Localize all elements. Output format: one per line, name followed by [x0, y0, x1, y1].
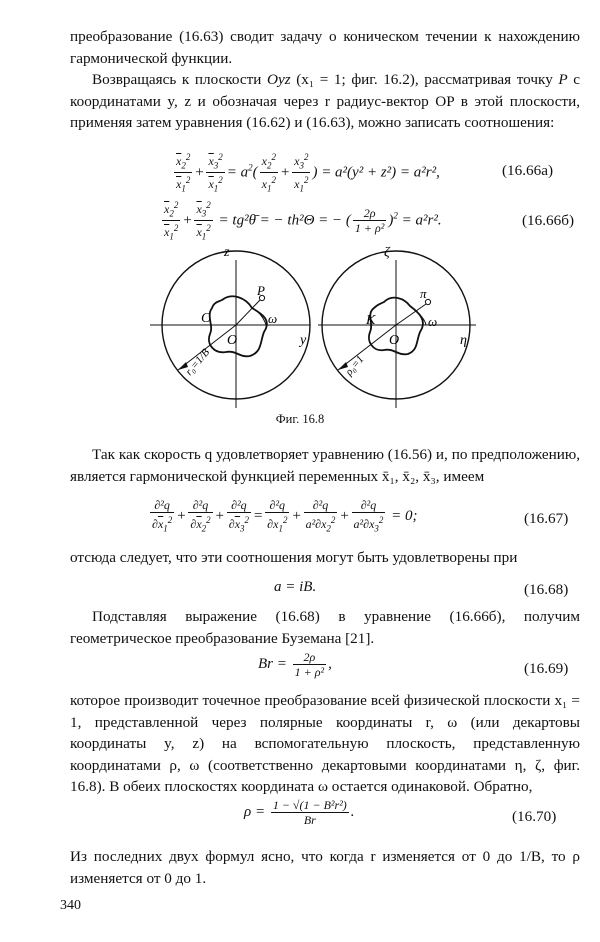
frac-denominator: 1 + ρ² [294, 665, 325, 679]
left-axis-z: z [224, 245, 230, 260]
right-diagram [318, 245, 476, 408]
left-origin-label: O [227, 333, 238, 348]
equation-16-67: $\frac{\text{∂²q}}{\partial\overline{x}_1^2}$ + $\frac{\text{∂²q}}{\partial\overline{x}_2^2}$ + $\frac{\text{∂²q}}{\partial\overline{x}_3^2}$ = $\frac{\text{∂²q}}{\partial x_1^2}$ + $\frac{\text{∂²q}}{a^2\partial x_2^2}$ + $\frac{\text{∂²q}}{a^2\partial x_3^2}$ = 0; (16.67) [152, 498, 569, 534]
frac-numerator: 2ρ [353, 206, 386, 221]
equation-number: (16.67) [524, 510, 569, 527]
equation-number: (16.68) [524, 581, 569, 598]
equation-number: (16.66а) [502, 162, 554, 179]
equation-number: (16.69) [524, 660, 569, 677]
left-radius-label: r₀=1/B [183, 346, 213, 378]
figure-caption: Фиг. 16.8 [275, 412, 325, 426]
figure-16-8 [0, 240, 600, 412]
equation-16-66b: $\frac{\overline{x}_2^2}{\overline{x}_1^2}$ + $\frac{\overline{x}_3^2}{\overline{x}_1^2}$ = tg²θ̄ = − th²Θ = − ( $\frac{2\rho}{\text{1 + ρ²}}$ )$^2$ = a²r². (16.66б) [164, 200, 575, 242]
right-point-label: π [420, 286, 427, 301]
paragraph-2: Возвращаясь к плоскости Oyz (x₁ = 1; фиг. 16.2), рассматривая точку P с координатами y, z и обозначая через r радиус-вектор OP в этой плоскости, применяя затем уравнения (16.62) и (16.63), можно записать соотношения: [70, 71, 581, 131]
frac-denominator: 1 + ρ² [354, 221, 385, 236]
equation-16-70-lhs: ρ = [244, 803, 266, 820]
paragraph-6: которое производит точечное преобразование всей физической плоскости x₁ = 1, представленной через полярные координаты r, ω (или декартовы координаты y, z) на вспомогательную плоскость, представленную координатами ρ, ω (соответственно декартовыми координатами η, ζ, фиг. 16.8). В обеих плоскостях координата ω остается одинаковой. Обратно, [70, 692, 580, 795]
right-origin-label: O [389, 333, 400, 348]
equation-16-67-tail: = 0; [391, 508, 418, 525]
right-axis-zeta: ζ [384, 245, 390, 260]
equation-16-66b-middle: = tg²θ̄ = − th²Θ = − [218, 212, 343, 229]
left-point-label: P [257, 283, 265, 298]
paragraph-3: Так как скорость q удовлетворяет уравнению (16.56) и, по предположению, является гармонической функцией переменных x̄₁, x̄₂, x̄₃, имеем [70, 446, 580, 485]
equation-16-66b-rhs: = a²r². [401, 212, 442, 229]
right-curve-label: K [366, 313, 376, 328]
right-angle-label: ω [428, 314, 438, 329]
frac-numerator: 2ρ [293, 650, 326, 665]
equation-16-69-lhs: Br = [258, 655, 287, 672]
left-curve-label: C [201, 311, 211, 326]
equation-16-66a: $\frac{\overline{x}_2^2}{\overline{x}_1^2}$ + $\frac{\overline{x}_3^2}{\overline{x}_1^2}$ = $a^2$( $\frac{x_2^2}{x_1^2}$ + $\frac{x_3^2}{x_1^2}$ ) = a²(y² + z²) = a²r², (16.66а) [176, 152, 554, 194]
equation-16-66a-rhs: = a²(y² + z²) = a²r², [321, 164, 440, 181]
right-axis-eta: η [460, 333, 467, 348]
paragraph-7: Из последних двух формул ясно, что когда r изменяется от 0 до 1/B, то ρ изменяется от 0 до 1. [70, 848, 580, 887]
equation-number: (16.70) [512, 808, 557, 825]
frac-denominator: Br [303, 813, 316, 827]
right-radius-label: ρ₀=1 [343, 353, 367, 378]
left-angle-label: ω [268, 311, 278, 326]
paragraph-1: преобразование (16.63) сводит задачу о коническом течении к нахождению гармонической функции. [70, 28, 580, 67]
equation-number: (16.66б) [522, 212, 575, 229]
left-diagram [150, 245, 310, 408]
equation-16-69: Br = $\frac{2\rho}{\text{1 + ρ²}}$ , (16.69) [258, 650, 569, 679]
frac-numerator: 1 − √(1 − B²r²) [272, 798, 347, 812]
page-number: 340 [60, 898, 81, 913]
equation-16-70: ρ = $\frac{\text{1 − √(1 − B²r²)}}{Br}$ . (16.70) [244, 798, 557, 827]
left-axis-y: y [300, 333, 307, 348]
paragraph-5: Подставляя выражение (16.68) в уравнение (16.66б), получим геометрическое преобразование Буземана [21]. [70, 608, 580, 647]
equation-16-68-body: a = iB. [274, 579, 317, 595]
paragraph-4: отсюда следует, что эти соотношения могут быть удовлетворены при [70, 549, 518, 566]
